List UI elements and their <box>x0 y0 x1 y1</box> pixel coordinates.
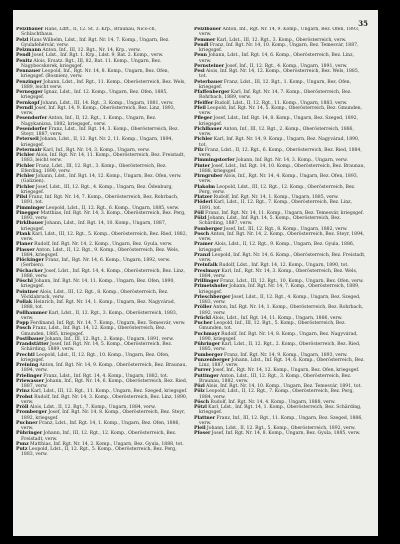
entry-details: Josef, Ldst., Inf. Rgt. 1. Krp., Ldst. 9, Bat. 2. Komp., verw. <box>31 53 164 59</box>
entry-name: Pollak <box>16 300 33 305</box>
list-item <box>194 216 366 227</box>
entry-details: Franz, Ldst., III, 12. Rgt., 10. Komp., Ungarn, Bez. Ofen, verw. <box>220 279 364 284</box>
entry-name: Pucher <box>194 321 213 326</box>
list-item <box>16 90 188 101</box>
list-item <box>194 185 366 196</box>
entry-name: Pelzl <box>16 37 29 43</box>
list-item <box>16 116 188 127</box>
list-item <box>194 174 366 185</box>
entry-name: Pendl <box>16 53 31 59</box>
list-item <box>16 395 188 406</box>
entry-details: Franz, Ldst., II, 12. Rgt., 6. Komp., Oberösterreich, Bez. Ried, 1884, verw. <box>199 147 362 158</box>
list-item <box>194 342 366 353</box>
entry-details: Karl, Ldst., II, 12. Rgt., 3. Komp., Oberösterreich, 1883, verw. <box>21 310 178 321</box>
entry-details: Karl, Ldst., II, 12. Rgt., 2. Komp., Oberösterreich, Bez. Ried, 1885, verw. <box>199 342 361 353</box>
entry-details: Franz, Ldst., III, 12. Rgt., 3. Komp., Oberösterreich, Bez. Eferding, 1890, verw. <box>21 163 167 174</box>
entry-details: Karl, Inf. Rgt. Nr. 14, 9. Komp., Ungarn, Bez. Nagyvárad, 1890, tot. <box>199 137 360 148</box>
entry-name: Pramer <box>194 242 214 248</box>
entry-name: Pühringer <box>16 431 43 437</box>
entry-details: Franz, Ldst., Inf. Rgt. 14, 3. Komp., Oberösterreich, Bez. Steyr, 1887, verw. <box>21 126 179 137</box>
entry-name: Platzer <box>194 195 213 200</box>
page-number: 35 <box>358 19 368 28</box>
list-item <box>16 27 188 38</box>
list-item <box>16 421 188 432</box>
entry-name: Penzinger <box>16 79 42 85</box>
entry-details: Josef, Inf., Rgt. Nr. 14, 12. Komp., Ungarn, Bez. Ofen, kriegsgef. <box>212 368 360 374</box>
entry-name: Pelzlbauer <box>16 27 44 32</box>
list-item <box>194 232 366 243</box>
entry-name: Peterbauer <box>194 79 223 85</box>
entry-details: Josef, Ldst., II, 12. Rgt., 4. Komp., Ungarn, Bez. Szeged, 1883, verw. <box>199 294 361 305</box>
entry-details: Anton, Inf. Rgt. Nr. 14, 9. Komp., Oberösterreich, Bez. Braunau, 1894, verw. <box>21 363 187 374</box>
entry-name: Peterseil <box>16 137 39 143</box>
entry-name: Prückl <box>194 315 211 321</box>
entry-details: Alois, Inf. Rgt. Nr. 14, 10. Komp., Ungarn, Bez. Temesvár, 1891, tot. <box>206 384 362 389</box>
entry-name: Punz <box>16 441 29 447</box>
entry-name: Pühringer <box>194 342 221 347</box>
entry-name: Prinz <box>16 389 30 395</box>
entry-name: Primetshofer <box>194 284 228 290</box>
entry-name: Pumberger <box>194 352 223 358</box>
entry-details: Josef, Ldst., Inf. Rgt. 14, 4. Komp., Oberösterreich, Bez. Linz, 1886, verw. <box>21 268 185 279</box>
entry-details: Heinrich, Inf. Rgt. Nr. 14, 1. Komp., Ungarn, Bez. Nagyvárad, 1888, tot. <box>21 300 176 311</box>
entry-details: Johann, Ldst., Inf. Rgt. 14, 5. Komp., Oberösterreich, Bez. Schärding, 1887, verw. <box>199 216 341 227</box>
entry-details: Johann, Ldst., III, 14. Rgt., 3. Komp., Ungarn, 1881, verw. <box>40 100 174 106</box>
entry-details: Karl, Inf. Rgt. Nr. 14, 7. Komp., Oberösterreich, Bez. Rohrbach, 1889, verw. <box>199 90 352 101</box>
entry-name: Pinegger <box>16 210 40 216</box>
entry-details: Hans, Ldft., II, 12. St. 3. Krp., Braunau, Nico-ch, Schlachthaus. <box>21 27 157 38</box>
entry-details: Rudolf, Inf. Rgt. Nr. 14, 2. Komp., Ungarn, Bez. Gyula, verw. <box>34 242 173 248</box>
entry-details: Alois, Inf. Rgt. Nr. 14, 12. Komp., Oberösterreich, Bez. Wels, 1885, tot. <box>199 69 360 80</box>
entry-name: Preining <box>16 363 39 368</box>
entry-name: Preslmayr <box>194 268 221 274</box>
entry-name: Pichler <box>16 184 35 190</box>
entry-details: Franz, Ldst., Inf. Rgt. 14, 12. Komp., Oberösterreich, Bez. Gmunden, 1885, kriegsgef. <box>21 326 166 337</box>
list-item <box>194 431 366 436</box>
entry-name: Pomberger <box>194 226 223 232</box>
list-item <box>194 284 366 295</box>
list-item <box>194 137 366 148</box>
entry-details: Josef, Inf. Rgt. Nr. 14, 8. Komp., Ungarn, Bez. Gyula, 1885, verw. <box>211 431 361 437</box>
entry-details: Leopold, Ldst., III, 12. Rgt., 12. Komp., Oberösterreich, Bez. Perg, verw. <box>199 184 356 195</box>
list-item <box>194 43 366 54</box>
list-item <box>16 326 188 337</box>
entry-details: Franz, Inf. Rgt. Nr. 14, 9. Komp., Ungarn, 1893, verw. <box>224 352 348 358</box>
entry-name: Pichlbauer <box>194 126 222 132</box>
entry-name: Puttinger <box>194 373 219 379</box>
entry-name: Pichler <box>16 153 35 158</box>
entry-name: Pimminger <box>16 205 45 211</box>
entry-name: Pichler <box>16 163 35 169</box>
list-item <box>16 379 188 390</box>
entry-details: Leopold, Inf. Rgt. Nr. 14, 6. Komp., Oberösterreich, Bez. Freistadt, verw. <box>199 252 366 263</box>
list-item <box>194 253 366 264</box>
entry-name: Pröller <box>194 305 212 311</box>
entry-name: Pöchacker <box>16 268 43 274</box>
entry-name: Pennauer <box>16 69 41 74</box>
entry-name: Pölz <box>194 389 205 395</box>
entry-details: Johann, Inf. Rgt. Nr. 14, 3. Komp., Ungarn, verw. <box>236 158 348 164</box>
entry-name: Petermair <box>16 147 42 153</box>
entry-name: Pfeiffer <box>194 100 214 106</box>
entry-details: Josef, Ldst., III, 12. Rgt., 4. Komp., Ungarn, Bez. Ödenburg, kriegsgef. <box>21 184 173 195</box>
list-item <box>194 200 366 211</box>
entry-name: Punzenberger <box>194 357 231 363</box>
entry-name: Plöckinger <box>16 258 44 263</box>
left-column <box>16 27 188 458</box>
entry-name: Pinter <box>194 163 211 169</box>
list-item <box>16 174 188 185</box>
entry-name: Pröll <box>16 405 29 410</box>
list-item <box>16 342 188 353</box>
entry-name: Pollhammer <box>16 310 48 316</box>
entry-details: Johann, Ldst., Inf. Rgt. 14, 6. Komp., Oberösterreich, Bez. Linz, 1887, verw. <box>199 357 365 368</box>
entry-details: Franz, Inf. Rgt. Nr. 14, 11. Komp., Ungarn, Bez. Temesvár, kriegsgef. <box>205 210 364 216</box>
list-item <box>16 80 188 91</box>
entry-name: Pfaffenberger <box>194 90 230 95</box>
entry-name: Posch <box>194 231 210 237</box>
entry-details: Johann, Ldst., Inf. Rgt. 14, 10. Komp., Ungarn, 1887, kriegsgef. <box>21 221 167 232</box>
list-item <box>16 248 188 259</box>
list-item <box>16 279 188 290</box>
entry-details: Franz, Ldst., Inf. Rgt. 14, 4. Komp., Ungarn, 1882, tot. <box>43 373 169 379</box>
entry-details: Johann, Ldst., II, 12. Rgt., 5. Komp., Oberösterreich, 1892, verw. <box>206 426 356 431</box>
entry-name: Pösch <box>194 399 210 405</box>
list-item <box>194 164 366 175</box>
list-item <box>16 195 188 206</box>
entry-details: Karl, Ldst., III, 12. Rgt., 5. Komp., Oberösterreich, Bez. Ried, 1882, verw. <box>21 231 188 242</box>
entry-details: Anton, Inf., III, 12. Rgt., Nr. 14, Krp., verw. <box>42 48 141 53</box>
entry-name: Pfleger <box>194 116 213 122</box>
list-item <box>16 431 188 442</box>
list-item <box>194 127 366 138</box>
list-item <box>16 59 188 70</box>
entry-name: Pilsl <box>16 195 28 200</box>
entry-details: Anton, Inf., II, 12. Rgt., 1. Komp., Ungarn, Bez. Nagykanizsa, 1882, kriegsgef., verw. <box>21 116 157 127</box>
entry-details: Johann, Inf., III, 12. Rgt., 2. Komp., Ungarn, 1891, verw. <box>45 336 174 342</box>
list-item <box>194 80 366 91</box>
entry-details: Alois, Ersatz. Rgt., III, 82, Bat. 11. Komp., Ungarn, Bez. Nagybecskerek, kriegsgef. <box>21 58 162 69</box>
entry-details: Leopold, Ldst., II, 12. Rgt., 5. Komp., Oberösterreich, Bez. Perg, 1883, verw. <box>21 447 177 458</box>
entry-name: Pirngruber <box>194 174 223 179</box>
entry-name: Penitz <box>16 58 33 64</box>
entry-details: Josef, Inf. Rgt. Nr. 14, 8. Komp., Oberösterreich, Bez. Steyr, 1892, kriegsgef. <box>21 410 186 421</box>
entry-name: Postlbauer <box>16 336 44 342</box>
entry-name: Pötzl <box>194 405 207 410</box>
list-item <box>194 321 366 332</box>
entry-details: Josef, Inf., II, 12. Rgt., 4. Komp., Ungarn, 1891, verw. <box>225 63 348 69</box>
entry-name: Pesendorfer <box>16 116 48 122</box>
entry-details: Leopold, Inf. Rgt. Nr. 14, 5. Komp., Oberösterreich, Bez. Gmunden, verw. <box>199 105 363 116</box>
entry-details: Leopold, Inf., Rgt. Nr. 14, 8. Komp., Ungarn, Bez. Ofen, kriegsgef. (Bosnien), verw. <box>21 69 170 80</box>
entry-details: Franz, Inf. Rgt. Nr. 14, 7. Komp., Oberösterreich, Bez. Rohrbach, 1891, tot. <box>21 195 179 206</box>
entry-details: Franz, Inf. Rgt. Nr. 14, 10. Komp., Ungarn, Bez. Temesvár, 1887, kriegsgef. <box>199 42 359 53</box>
entry-name: Probst <box>16 394 33 400</box>
list-item <box>16 69 188 80</box>
list-item <box>16 410 188 421</box>
entry-details: Karl, Ldst., III, 12. Rgt., 11. Komp., Ungarn, Bez. Szeged, kriegsgef. <box>30 389 188 395</box>
entry-details: Johann, Ldst., II, 12. Rgt. Nr. 2, 11. Komp., Ungarn, 1894, kriegsgef. <box>21 137 173 148</box>
entry-name: Planer <box>16 242 33 248</box>
entry-details: Karl, Ldst., II, 12. Rgt., 7. Komp., Oberösterreich, Bez. Linz, 1891, tot. <box>199 200 353 211</box>
entry-name: Pöschl <box>16 279 33 284</box>
entry-name: Popp <box>16 321 29 326</box>
entry-name: Pemmer <box>194 37 216 43</box>
list-item <box>194 242 366 253</box>
right-column <box>194 27 366 437</box>
list-item <box>16 232 188 243</box>
list-item <box>194 295 366 306</box>
list-item <box>16 164 188 175</box>
list-item <box>194 269 366 280</box>
entry-details: Josef, Inf. Rgt. 14, 9. Komp., Oberösterreich, Bez. Linz, 1893, verw. <box>21 105 176 116</box>
entry-details: Karl, Ldst., Inf. Rgt. 14, 1. Komp., Oberösterreich, Bez. Schärding, kriegsgef. <box>199 405 362 416</box>
list-item <box>16 127 188 138</box>
list-item <box>16 300 188 311</box>
entry-name: Plasser <box>16 247 35 253</box>
entry-details: Ignaz, Ldst., Inf. 12. Komp., Ungarn, Bez. Ofen, 1885, kriegsgef. <box>21 90 168 101</box>
entry-name: Pelzmann <box>16 48 42 53</box>
entry-details: Franz, Inf., Rgt. Nr. 14, 6. Komp., Ungarn, 1892, verw. (Serbien). <box>21 258 171 269</box>
list-item <box>16 153 188 164</box>
entry-name: Pleil <box>194 426 206 431</box>
entry-name: Plöderl <box>194 200 213 206</box>
entry-details: Karl, Inf., Rgt. Nr. 14, 3. Komp., Ungarn, verw. <box>43 147 150 153</box>
entry-name: Promberger <box>16 410 47 416</box>
entry-name: Prandstätter <box>16 342 49 347</box>
list-item <box>16 353 188 364</box>
entry-details: Anton, Inf., III, 12. Rgt., 2. Komp., Oberösterreich, 1886, verw. <box>199 126 354 137</box>
entry-name: Pölzl <box>194 216 207 221</box>
list-item <box>194 90 366 101</box>
entry-name: Pesendorfer <box>16 126 48 132</box>
list-item <box>194 332 366 343</box>
entry-name: Plakolm <box>194 184 216 190</box>
entry-details: Johann, Ldst., Inf. Rgt. 14, 12. Komp., Ungarn, Bez. Ofen, verw. (Galizien). <box>21 174 182 185</box>
entry-details: Rudolf, Ldst., II, 12. Rgt., 11. Komp., Ungarn, 1883, verw. <box>214 100 348 106</box>
list-item <box>16 221 188 232</box>
entry-details: Alois, Inf. Rgt. Nr. 14, 11. Komp., Oberösterreich, Bez. Freistadt, 1883, leicht verw. <box>21 153 186 164</box>
entry-details: Alois, Ldst., II, 12. Rgt., 9. Komp., Ungarn, Bez. Gyula, 1886, kriegsgef. <box>199 242 355 253</box>
entry-details: Alois, Ldst., III, 12. Rgt., 8. Komp., Oberösterreich, Bez. Vöcklabruck, verw. <box>21 289 169 300</box>
entry-name: Puchner <box>16 420 38 426</box>
entry-name: Prechtl <box>16 352 35 358</box>
entry-name: Purrer <box>194 368 211 374</box>
entry-name: Pilz <box>194 147 204 153</box>
entry-name: Pimmingstorfer <box>194 158 235 164</box>
entry-details: Johann, Ldst., Inf. Rgt., 11. Komp., Oberösterreich, Bez. Wels, 1889, leicht verw. <box>21 79 186 90</box>
list-item <box>194 389 366 400</box>
entry-details: Franz, Ldst., III, 12. Rgt., 1. Komp., Ungarn, Bez. Ofen, kriegsgef. <box>199 79 352 90</box>
entry-name: Pichler <box>194 137 213 143</box>
entry-name: Perndl <box>16 105 33 111</box>
entry-details: Alois, Ldst., Inf. Rgt. 14, 11. Komp., Ungarn, 1886, verw. <box>212 315 343 321</box>
entry-name: Prleschberger <box>194 294 231 300</box>
entry-name: Prillinger <box>194 279 219 284</box>
entry-details: Josef, Ldst., Inf. Rgt. 14, 8. Komp., Ungarn, Bez. Szeged, 1892, kriegsgef. <box>199 116 358 127</box>
entry-name: Plank <box>16 231 31 237</box>
entry-details: Anton, Ldst., II, 12. Rgt., 9. Komp., Oberösterreich, Bez. Wels, 1884, kriegsgef. <box>21 247 180 258</box>
list-item <box>16 185 188 196</box>
entry-name: Pöll <box>194 210 204 216</box>
list-item <box>194 116 366 127</box>
entry-details: Anton, Inf. Rgt. Nr. 14, 1. Komp., Oberösterreich, Bez. Rohrbach, 1892, verw. <box>199 305 364 316</box>
entry-details: Rudolf, Inf. Rgt. Nr. 14, 1. Komp., Ungarn, 1885, verw. <box>213 195 339 200</box>
entry-name: Pesl <box>194 69 205 74</box>
entry-details: Alois, Inf., Rgt. Nr. 14, 4. Komp., Ungarn, Bez. Ofen, 1893, verw. <box>199 174 359 185</box>
entry-details: Leopold, Ldst., II, 12. Rgt., 7. Komp., Oberösterreich, Bez. Perg, 1884, verw. <box>199 389 354 400</box>
entry-name: Prielinger <box>16 373 42 379</box>
entry-details: Franz, Inf., III, 12. Rgt., 11. Komp., Ungarn, Bez. Szeged, 1886, verw. <box>199 415 363 426</box>
list-item <box>16 363 188 374</box>
entry-name: Pernegger <box>16 90 43 95</box>
entry-details: Leopold, Ldst., II, 12. Rgt., 10. Komp., Ungarn, Bez. Ofen, kriegsgef. <box>21 352 170 363</box>
list-item <box>194 374 366 385</box>
entry-name: Pendl <box>194 42 209 48</box>
entry-name: Plattner <box>194 415 216 421</box>
entry-details: Johann, Inf. Rgt. Nr. 14, 11. Komp., Ungarn, Bez. Ofen, 1890, kriegsgef. <box>21 279 175 290</box>
entry-name: Puchmayr <box>194 331 220 337</box>
list-item <box>194 69 366 80</box>
entry-details: Johann, Inf., Rgt. Nr. 14, 6. Komp., Oberösterreich, Bez. Ried, 1887, verw. <box>21 378 188 389</box>
entry-name: Pözl <box>194 384 205 389</box>
entry-details: Franz, Ldst., Inf. Rgt. 14, 1. Komp., Ungarn, Bez. Ofen, 1886, verw. <box>21 420 180 431</box>
list-item <box>16 258 188 269</box>
entry-details: Josef, Ldst., Inf. Rgt. 14, 10. Komp., Oberösterreich, Bez. Braunau, 1888, kriegsgef. <box>199 163 366 174</box>
list-item <box>16 447 188 458</box>
entry-details: Leopold, Inf., III, 12. Rgt., 5. Komp., Oberösterreich, Bez. Gmunden, tot. <box>199 321 346 332</box>
entry-details: Rudolf, Inf. Rgt. Nr. 14, 8. Komp., Ungarn, Bez. Nagyvárad, 1890, kriegsgef. <box>199 331 358 342</box>
list-item <box>16 38 188 49</box>
list-item <box>194 305 366 316</box>
entry-details: Anton, Ldst., III, 12. Rgt., 3. Komp., Oberösterreich, Bez. Braunau, 1882, verw. <box>199 373 352 384</box>
entry-name: Pointner <box>16 289 39 295</box>
entry-name: Pernsteiner <box>194 63 225 69</box>
entry-details: Rudolf, Inf. Rgt. Nr. 14, 4. Komp., Ungarn, 1888, verw. <box>210 399 336 405</box>
entry-name: Priewasser <box>16 378 44 384</box>
list-item <box>16 269 188 280</box>
entry-details: Hans Wilhelm, Ldst., Inf. Rgt. Nr. 14, 7. Komp., Ungarn, Bez. Gyulafehérvár, verw. <box>21 37 170 48</box>
entry-name: Preinfalk <box>194 263 218 269</box>
list-item <box>16 290 188 301</box>
document-page <box>13 10 378 536</box>
entry-details: Matthias, Inf. Rgt. Nr. 14, 3. Komp., Oberösterreich, Bez. Perg, 1893, verw. <box>21 210 186 221</box>
entry-details: Johann, Inf., III, 12. Rgt., 12. Komp., Oberösterreich, Bez. Freistadt, verw. <box>21 431 177 442</box>
entry-details: Alois, Ldst., II, 12. Rgt., 7. Komp., Ungarn, 1884, verw. <box>29 405 156 410</box>
list-item <box>194 106 366 117</box>
entry-details: Matthias, Inf. Rgt. Nr. 14, 2. Komp., Ungarn, Bez. Gyula, 1888, tot. <box>30 441 184 447</box>
entry-details: Karl, Ldst., III, 12. Rgt., 3. Komp., Oberösterreich, verw. <box>216 37 347 43</box>
list-item <box>194 53 366 64</box>
entry-details: Rudolf, Inf. Rgt. Nr. 14, 3. Komp., Oberösterreich, Bez. Linz, 1890, verw. <box>21 394 188 405</box>
list-item <box>194 358 366 369</box>
entry-name: Pelzlbauer <box>194 27 222 32</box>
entry-details: Johann, Ldst., Inf. Rgt. 14, 6. Komp., Oberösterreich, Bez. Linz, verw. <box>199 53 355 64</box>
entry-details: Johann, Inf. Rgt. Nr. 14, 7. Komp., Oberösterreich, 1889, kriegsgef. <box>199 284 360 295</box>
entry-details: Leopold, Ldst., II, 12. Rgt., 6. Komp., Ungarn, 1885, verw. <box>45 205 180 211</box>
entry-name: Pirklbauer <box>16 221 44 227</box>
entry-details: Rudolf, Ldst., Inf. Rgt. 14, 12. Komp., Ungarn, 1890, tot. <box>219 263 349 269</box>
list-item <box>16 106 188 117</box>
entry-details: Ferdinand, Inf. Rgt. Nr. 14, 7. Komp., Ungarn, Bez. Temesvár, verw. <box>30 321 186 326</box>
entry-details: Anton, Inf., Rgt. Nr. 14, 9. Komp., Ungarn, Bez. Ofen, 1893, verw. <box>199 27 360 38</box>
entry-name: Pranzl <box>194 252 211 258</box>
list-item <box>16 211 188 222</box>
list-item <box>194 405 366 416</box>
entry-details: Josef, Inf. Rgt. Nr. 14, 5. Komp., Oberösterreich, Bez. Schärding, 1889, verw. <box>21 342 173 353</box>
entry-name: Posch <box>16 326 32 332</box>
entry-details: Anton, Inf. Rgt. Nr. 14, 2. Komp., Oberösterreich, Bez. Steyr, 1894, verw. <box>199 231 365 242</box>
entry-name: Pichler <box>16 174 35 179</box>
list-item <box>194 148 366 159</box>
entry-details: Karl, Inf., Rgt. Nr. 14, 3. Komp., Oberösterreich, Bez. Wels, 1884, verw. <box>199 268 358 279</box>
entry-name: Pernkopf <box>16 100 40 106</box>
list-item <box>194 27 366 38</box>
entry-name: Pfoser <box>194 431 211 437</box>
list-item <box>16 137 188 148</box>
list-item <box>16 311 188 322</box>
entry-details: Josef, Inf., III, 12. Rgt., 8. Komp., Ungarn, 1882, verw. <box>223 226 348 232</box>
entry-name: Penn <box>194 53 207 59</box>
entry-name: Putz <box>16 447 28 452</box>
list-item <box>194 416 366 427</box>
entry-name: Pfeil <box>194 105 206 111</box>
